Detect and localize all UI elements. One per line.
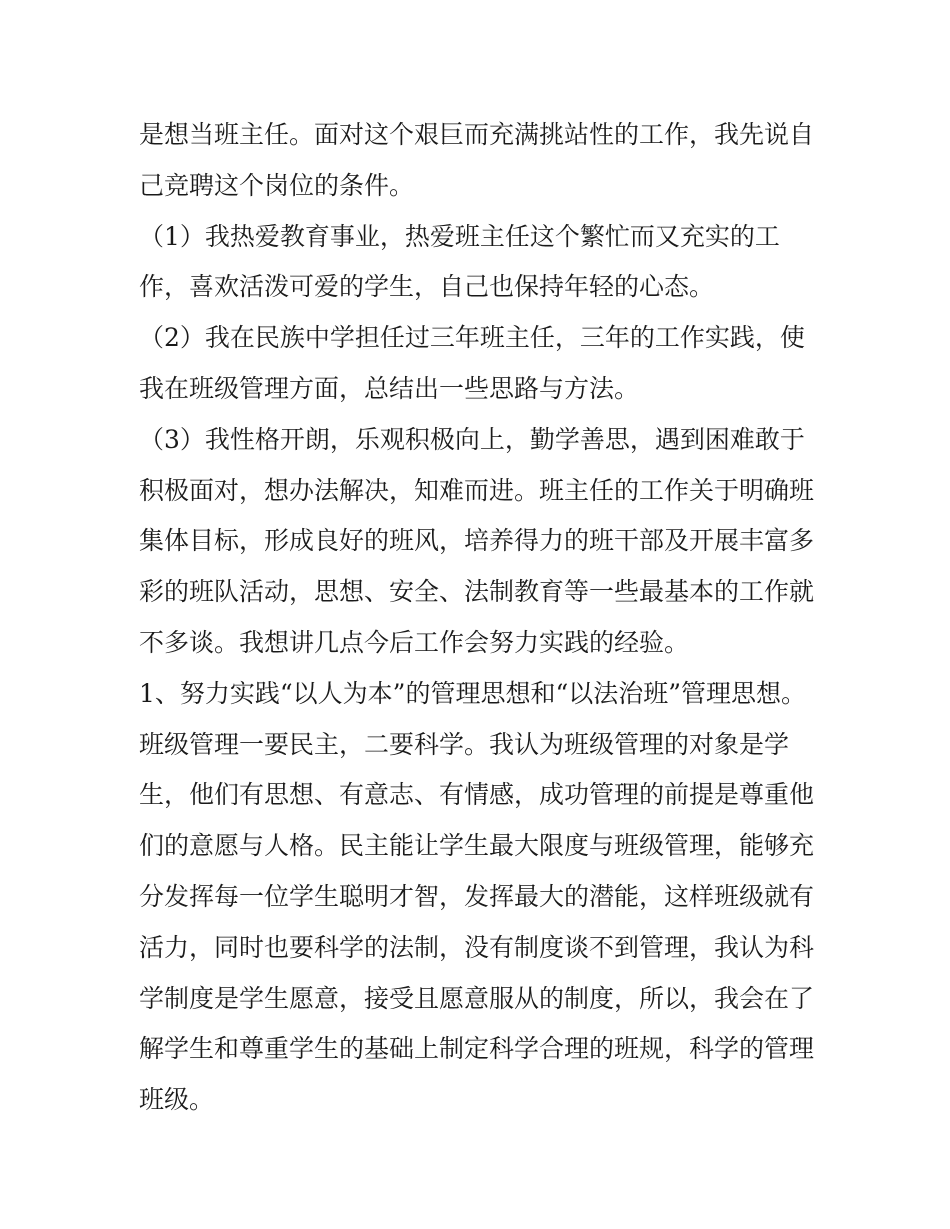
text-line: 我在班级管理方面，总结出一些思路与方法。: [139, 373, 640, 403]
text-line: 集体目标，形成良好的班风，培养得力的班干部及开展丰富多: [139, 526, 815, 556]
section-heading: 1、努力实践“以人为本”的管理思想和“以法治班”管理思想。: [139, 678, 807, 708]
text-line: 班级管理一要民主，二要科学。我认为班级管理的对象是学: [139, 729, 790, 759]
text-line: 们的意愿与人格。民主能让学生最大限度与班级管理，能够充: [139, 831, 815, 861]
text-line: 生，他们有思想、有意志、有情感，成功管理的前提是尊重他: [139, 780, 815, 810]
text-line: 分发挥每一位学生聪明才智，发挥最大的潜能，这样班级就有: [139, 881, 815, 911]
text-line: 积极面对，想办法解决，知难而进。班主任的工作关于明确班: [139, 475, 815, 505]
text-line: 是想当班主任。面对这个艰巨而充满挑站性的工作，我先说自: [139, 120, 815, 149]
text-line: 学制度是学生愿意，接受且愿意服从的制度，所以，我会在了: [139, 983, 815, 1013]
text-line: （1）我热爱教育事业，热爱班主任这个繁忙而又充实的工: [139, 221, 780, 251]
text-line: 己竞聘这个岗位的条件。: [139, 170, 415, 200]
text-line: （2）我在民族中学担任过三年班主任，三年的工作实践，使: [139, 323, 805, 353]
document-body: [139, 110, 829, 1126]
text-line: 解学生和尊重学生的基础上制定科学合理的班规，科学的管理: [139, 1034, 815, 1064]
text-line: 活力，同时也要科学的法制，没有制度谈不到管理，我认为科: [139, 932, 815, 962]
text-line: 作，喜欢活泼可爱的学生，自己也保持年轻的心态。: [139, 272, 715, 302]
text-line: 班级。: [139, 1085, 215, 1115]
text-line: （3）我性格开朗，乐观积极向上，勤学善思，遇到困难敢于: [139, 424, 805, 454]
text-line: 不多谈。我想讲几点今后工作会努力实践的经验。: [139, 627, 690, 657]
text-line: 彩的班队活动，思想、安全、法制教育等一些最基本的工作就: [139, 577, 815, 607]
